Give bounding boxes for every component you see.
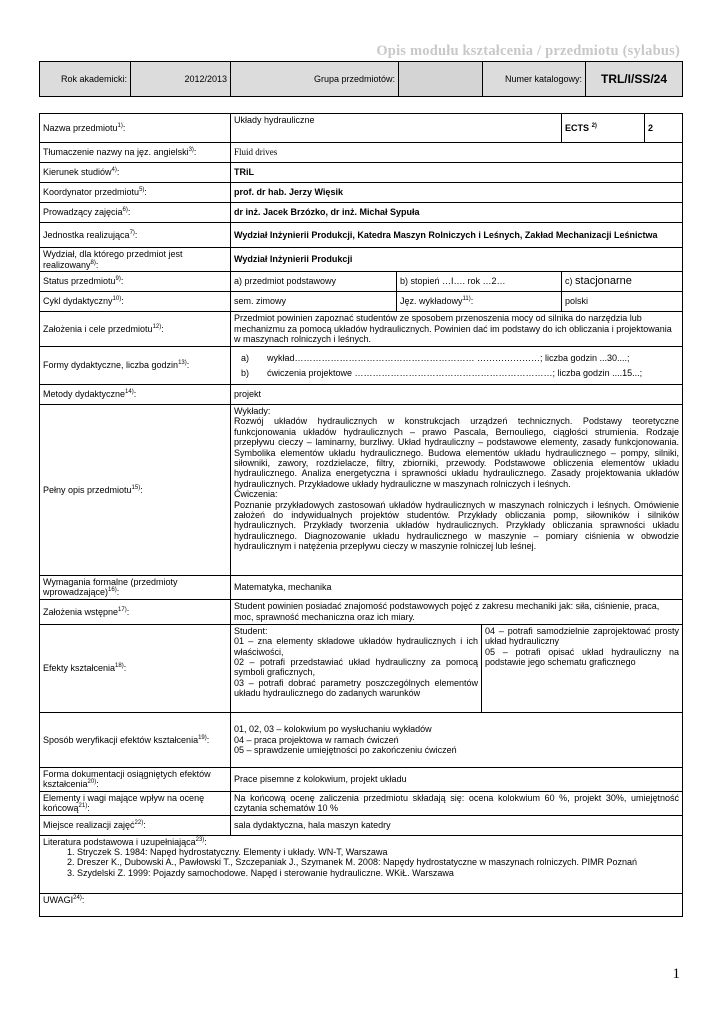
status-b: b) stopień …I…. rok …2… (397, 272, 562, 292)
formy-label: Formy dydaktyczne, liczba godzin$^{13)}$: (40, 347, 231, 385)
opis-cwiczenia: Poznanie przykładowych zastosowań układów hydraulicznych w maszynach rolniczych i leśnych. Omówienie założeń do indywidualnych projektów studentów. Przykłady obliczania pomp, siłowników i silników hydraulicznych. Przykłady tworzenia układów hydraulicznych. Przykłady obliczania sprawności układu hydraulicznego. Diagnozowanie układu hydraulicznego w maszynie – pomiary ciśnienia w obwodzie hydraulicznym i natężenia przepływu cieczy w maszynie rolniczej lub leśnej. (234, 499, 680, 552)
nazwa-label: Nazwa przedmiotu$^{1)}$: (40, 114, 231, 143)
kierunek-label: Kierunek studiów$^{4)}$: (40, 163, 231, 183)
literatura-list (43, 847, 679, 878)
ects-value: 2 (645, 114, 683, 143)
metody-label: Metody dydaktyczne$^{14)}$: (40, 385, 231, 405)
miejsce-label: Miejsce realizacji zajęć$^{22)}$: (40, 815, 231, 835)
miejsce-value: sala dydaktyczna, hala maszyn katedry (231, 815, 683, 835)
zalozenia-wstepne-value: Student powinien posiadać znajomość podstawowych pojęć z zakresu mechaniki jak: siła, ciśnienie, praca, moc, sprawność mechaniczna oraz ich miary. (231, 599, 683, 624)
opis-value (231, 405, 683, 576)
wymagania-label: Wymagania formalne (przedmioty wprowadzające)$^{16)}$: (40, 576, 231, 600)
ects-label: ECTS $^{2)}$ (562, 114, 645, 143)
opis-wyklady: Rozwój układów hydraulicznych w konstrukcjach urządzeń technicznych. Podstawy teoretyczne funkcjonowania układów hydraulicznych – prawo Pascala, Bernouliego, ciągłości strumienia. Rodzaje przepływu cieczy – laminarny, burzliwy. Układ hydrauliczny – podstawowe elementy, zasady funkcjonowania. Symbolika elementów układu hydraulicznego. Budowa elementów układu hydraulicznego – pompy, silniki, siłowniki, zawory, rozdzielacze, filtry, zbiorniki, przewody. Podstawowe obliczenia elementów układu hydraulicznego. Analiza energetyczna i sprawności układu hydraulicznego. Zasady projektowania układów hydraulicznych. Przykładowe układy hydrauliczne w maszynach rolniczych i leśnych. (234, 416, 680, 489)
uwagi: UWAGI$^{24)}$: (40, 893, 683, 916)
forma-dok-label: Forma dokumentacji osiągniętych efektów kształcenia$^{20)}$: (40, 767, 231, 791)
prowadzacy-value: dr inż. Jacek Brzózko, dr inż. Michał Sypuła (231, 203, 683, 223)
literatura (40, 835, 683, 893)
opis-label: Pełny opis przedmiotu$^{15)}$: (40, 405, 231, 576)
cele-value: Przedmiot powinien zapoznać studentów ze sposobem przenoszenia mocy od silnika do narzędzia lub mechanizmu za pomocą układów hydraulicznych. Powinien dać im podstawy do ich obliczania i projektowania w maszynach rolniczych i leśnych. (231, 312, 683, 347)
opis-cwiczenia-head: Ćwiczenia: (234, 489, 278, 500)
jednostka-label: Jednostka realizująca$^{7)}$: (40, 223, 231, 248)
metody-value: projekt (231, 385, 683, 405)
cykl-value: sem. zimowy (231, 292, 397, 312)
prowadzacy-label: Prowadzący zajęcia$^{6)}$: (40, 203, 231, 223)
sposob-label: Sposób weryfikacji efektów kształcenia$^{19)}$: (40, 712, 231, 767)
rok-value: 2012/2013 (131, 62, 231, 97)
status-label: Status przedmiotu$^{9)}$: (40, 272, 231, 292)
document-title: Opis modułu kształcenia / przedmiotu (sylabus) (376, 43, 680, 59)
jednostka-value: Wydział Inżynierii Produkcji, Katedra Maszyn Rolniczych i Leśnych, Zakład Mechanizacji Leśnictwa (231, 223, 683, 248)
grupa-value (399, 62, 483, 97)
elementy-label: Elementy i wagi mające wpływ na ocenę końcową$^{21)}$: (40, 791, 231, 815)
kierunek-value: TRiL (231, 163, 683, 183)
zalozenia-wstepne-label: Założenia wstępne$^{17)}$: (40, 599, 231, 624)
forma-dok-value: Prace pisemne z kolokwium, projekt układu (231, 767, 683, 791)
efekty-label: Efekty kształcenia$^{18)}$: (40, 624, 231, 712)
syllabus-table (39, 113, 683, 917)
numer-value: TRL/I/SS/24 (586, 62, 683, 97)
status-a: a) przedmiot podstawowy (231, 272, 397, 292)
cykl-label: Cykl dydaktyczny$^{10)}$: (40, 292, 231, 312)
efekty-left (231, 624, 482, 712)
cele-label: Założenia i cele przedmiotu$^{12)}$: (40, 312, 231, 347)
jezyk-label: Jęz. wykładowy$^{11)}$: (397, 292, 562, 312)
tlumaczenie-label: Tłumaczenie nazwy na jęz. angielski$^{3)}$: (40, 143, 231, 163)
rok-label: Rok akademicki: (40, 62, 131, 97)
sposob-line: 01, 02, 03 – kolokwium po wysłuchaniu wykładów (234, 724, 432, 735)
nazwa-value: Układy hydrauliczne (231, 114, 562, 143)
literatura-item: 1. Stryczek S. 1984: Napęd hydrostatyczny. Elementy i układy. WN-T, Warszawa (77, 847, 679, 857)
efekty-left-line: 02 – potrafi przedstawiać układ hydrauliczny za pomocą symboli graficznych, (234, 657, 478, 678)
efekty-left-line: 01 – zna elementy składowe układów hydraulicznych i ich właściwości, (234, 636, 478, 657)
efekty-right-line: 04 – potrafi samodzielnie zaprojektować prosty układ hydrauliczny (485, 625, 680, 647)
literatura-label: Literatura podstawowa i uzupełniająca$^{23)}$: (43, 836, 207, 847)
formy-item-cwiczenia: b) ćwiczenia projektowe …………………………………………………………; liczba godzin ....15...; (241, 367, 643, 378)
wydzial-label: Wydział, dla którego przedmiot jest realizowany$^{8)}$: (40, 248, 231, 272)
literatura-item: 3. Szydelski Z. 1999: Pojazdy samochodowe. Napęd i sterowanie hydrauliczne. WKiŁ. Warszawa (77, 868, 679, 878)
page-number: 1 (672, 966, 680, 982)
sposob-line: 04 – praca projektowa w ramach ćwiczeń (234, 734, 399, 745)
elementy-value: Na końcową ocenę zaliczenia przedmiotu składają się: ocena kolokwium 60 %, projekt 30%, umiejętność czytania schematów 10 % (231, 791, 683, 815)
jezyk-value: polski (562, 292, 683, 312)
wymagania-value: Matematyka, mechanika (231, 576, 683, 600)
formy-value (231, 347, 683, 385)
grupa-label: Grupa przedmiotów: (231, 62, 399, 97)
numer-label: Numer katalogowy: (483, 62, 586, 97)
status-c: c) stacjonarne (562, 272, 683, 292)
tlumaczenie-value: Fluid drives (231, 143, 683, 163)
literatura-item: 2. Dreszer K., Dubowski A., Pawłowski T., Szczepaniak J., Szymanek M. 2008: Napędy hydrostatyczne w maszynach rolniczych. PIMR Poznań (77, 857, 679, 867)
koordynator-label: Koordynator przedmiotu$^{5)}$: (40, 183, 231, 203)
koordynator-value: prof. dr hab. Jerzy Więsik (231, 183, 683, 203)
efekty-right-line: 05 – potrafi opisać układ hydrauliczny na podstawie jego schematu graficznego (485, 646, 680, 668)
header-table (39, 61, 683, 97)
efekty-right (482, 624, 683, 712)
efekty-left-line: 03 – potrafi dobrać parametry poszczególnych elementów układu hydraulicznego do zadanych warunków (234, 677, 478, 699)
formy-item-wyklad: a) wykład…………………………………………………… …………………; liczba godzin ...30....; (241, 353, 630, 364)
efekty-left-line: Student: (234, 625, 268, 636)
sposob-value (231, 712, 683, 767)
sposob-line: 05 – sprawdzenie umiejętności po zakończeniu ćwiczeń (234, 745, 457, 756)
wydzial-value: Wydział Inżynierii Produkcji (231, 248, 683, 272)
opis-wyklady-head: Wykłady: (234, 406, 271, 416)
